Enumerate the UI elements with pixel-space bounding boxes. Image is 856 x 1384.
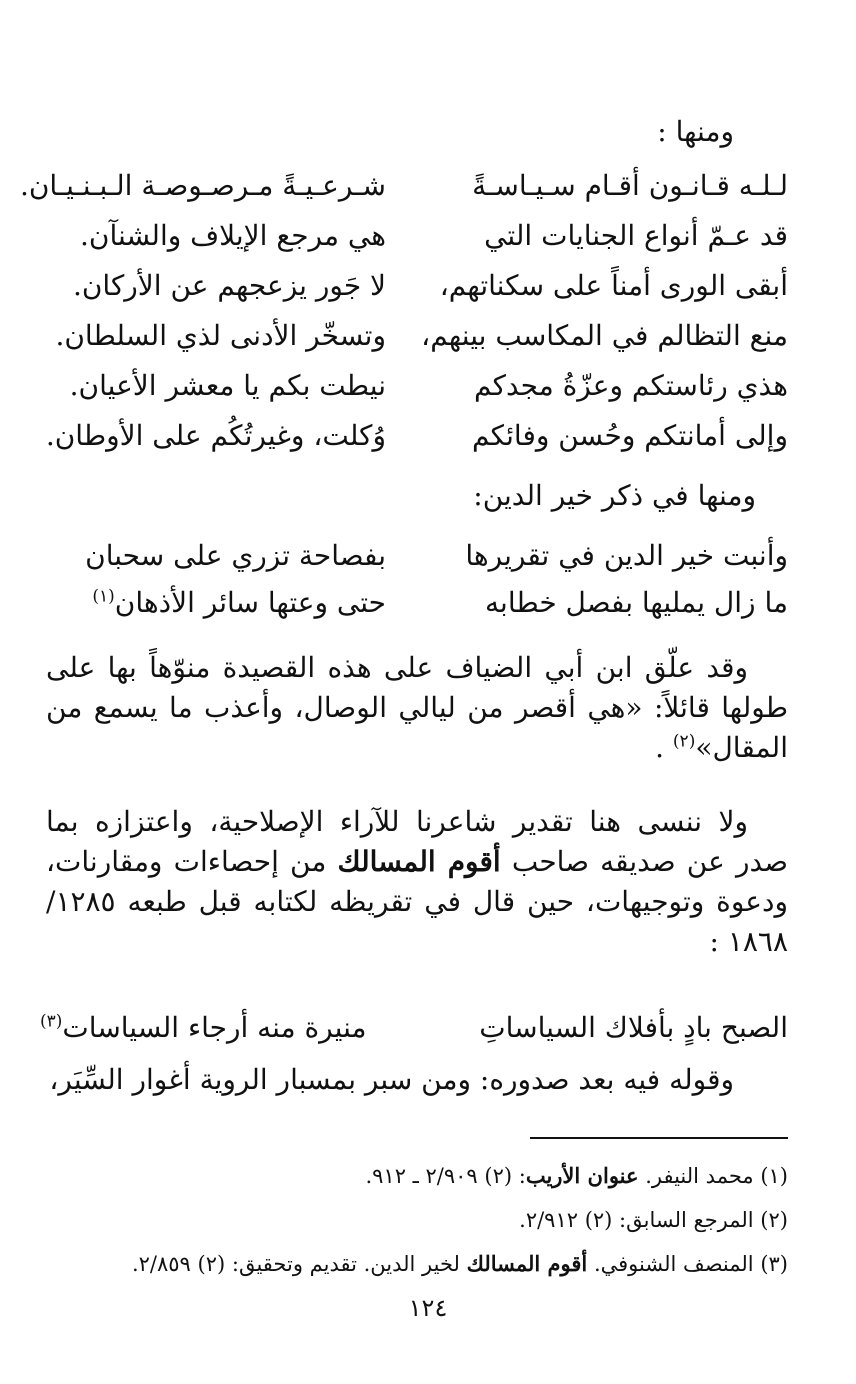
poem-hemistich-left: وتسخّر الأدنى لذي السلطان.: [55, 319, 386, 352]
footnote-book-title: أقوم المسالك: [466, 1251, 588, 1276]
hemistich-text: منيرة منه أرجاء السياسات: [62, 1011, 367, 1044]
poem-hemistich-right: منع التظالم في المكاسب بينهم،: [421, 319, 788, 352]
poem-hemistich-right: أبقى الورى أمناً على سكناتهم،: [439, 269, 788, 302]
hemistich-text: حتى وعتها سائر الأذهان: [114, 586, 386, 619]
paragraph-text: وقد علّق ابن أبي الضياف على هذه القصيدة منوّهاً بها على طولها قائلاً: «هي أقصر من ليالي الوصال، وأعذب ما يسمع من المقال»: [46, 651, 788, 764]
page-number: ١٢٤: [408, 1294, 448, 1322]
poem-hemistich-left: شـرعـيـةً مـرصـوصـة الـبـنـيـان.: [19, 169, 386, 202]
footnote-text: لخير الدين. تقديم وتحقيق: (٢) ٢/٨٥٩.: [131, 1252, 467, 1276]
poem-hemistich-left: [41, 583, 386, 623]
footnote-text: (١) محمد النيفر.: [638, 1164, 788, 1188]
footnote-text: (٢) المرجع السابق: (٢) ٢/٩١٢.: [519, 1208, 788, 1232]
paragraph-end: .: [655, 731, 673, 764]
footnote: [28, 1248, 788, 1280]
section-heading: ومنها :: [657, 115, 734, 148]
book-title: أقوم المسالك: [337, 845, 501, 878]
footnote-separator: [530, 1137, 788, 1139]
poem-hemistich-right: وأنبت خير الدين في تقريرها: [465, 539, 788, 572]
poem-hemistich-right: قد عـمّ أنواع الجنايات التي: [484, 219, 788, 252]
body-paragraph: وقوله فيه بعد صدوره: ومن سبر بمسبار الروية أغوار السِّيَر،: [49, 1063, 734, 1096]
body-paragraph: [46, 802, 788, 962]
hemistich-text: الصبح بادٍ بأفلاك السياساتِ: [479, 1011, 788, 1044]
section-heading: ومنها في ذكر خير الدين:: [473, 479, 756, 512]
footnote-text: : (٢) ٢/٩٠٩ ـ ٩١٢.: [365, 1164, 526, 1188]
body-paragraph: [46, 648, 788, 768]
footnote: [28, 1160, 788, 1192]
footnote: [28, 1204, 788, 1236]
poem-hemistich-left: نيطت بكم يا معشر الأعيان.: [69, 369, 386, 402]
footnote-marker: (٣): [40, 1011, 63, 1032]
poem-hemistich-left: هي مرجع الإيلاف والشنآن.: [80, 219, 386, 252]
poem-hemistich-left: لا جَور يزعجهم عن الأركان.: [72, 269, 386, 302]
footnote-marker: (٢): [672, 731, 696, 752]
paragraph-text: ولا ننسى هنا تقدير شاعرنا للآراء الإصلاحية، واعتزازه بما صدر عن صديقه صاحب: [46, 805, 788, 878]
poem-hemistich-right: ما زال يمليها بفصل خطابه: [485, 586, 788, 619]
paragraph-text: من إحصاءات ومقارنات، ودعوة وتوجيهات، حين قال في تقريظه لكتابه قبل طبعه ١٢٨٥/ ١٨٦٨ :: [46, 845, 788, 958]
footnote-text: (٣) المنصف الشنوفي.: [587, 1252, 788, 1276]
poem-hemistich-right: لـلـه قـانـون أقـام سـيـاسـةً: [472, 169, 788, 202]
poem-hemistich-left: بفصاحة تزري على سحبان: [85, 539, 386, 572]
poem-hemistich-right: هذي رئاستكم وعزّةُ مجدكم: [473, 369, 788, 402]
poem-hemistich-right: وإلى أمانتكم وحُسن وفائكم: [472, 419, 788, 452]
poem-hemistich-left: وُكلت، وغيرتُكُم على الأوطان.: [45, 419, 386, 452]
footnote-book-title: عنوان الأريب: [525, 1163, 639, 1188]
footnote-marker: (١): [92, 586, 115, 607]
poem-hemistich-left: [40, 1008, 460, 1048]
